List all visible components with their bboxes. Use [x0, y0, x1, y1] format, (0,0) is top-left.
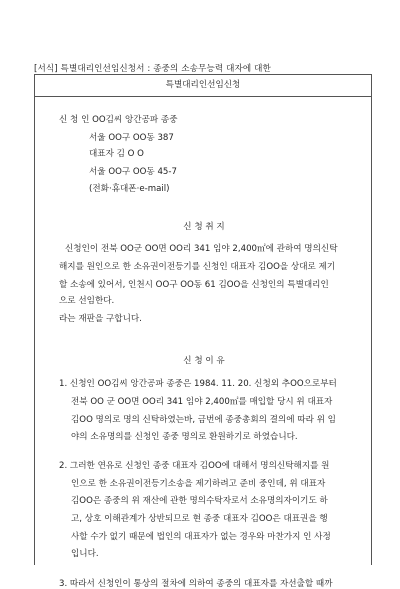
reason-line: 인으로 한 소유권이전등기소송을 제기하려고 준비 중인데, 위 대표자 [71, 479, 326, 489]
purpose-line: 할 소송에 있어서, 인천시 OO구 OO동 61 김OO을 신청인의 특별대리인 [59, 280, 329, 290]
reason-line: 김OO 명의로 명의 신탁하였는바, 금번에 종중총회의 결의에 따라 위 임 [71, 415, 336, 425]
reason-line: 전북 OO 군 OO면 OO리 341 임야 2,400㎡를 매입할 당시 위 대표자 [71, 397, 333, 407]
reason-line: 3. 따라서 신청인이 통상의 절차에 의하여 종중의 대표자를 자선출할 때까 [59, 579, 333, 589]
purpose-line: 신청인이 전북 OO군 OO면 OO리 341 임야 2,400㎡에 관하여 명의신탁 [65, 244, 338, 254]
reason-line: 입니다. [71, 549, 99, 559]
representative-address: 서울 OO구 OO동 45-7 [89, 167, 177, 177]
reason-line: 2. 그러한 연유로 신청인 종중 대표자 김OO에 대해서 명의신탁해지를 원 [59, 461, 330, 471]
purpose-line: 라는 재판을 구합니다. [59, 314, 142, 324]
representative: 대표자 김 O O [89, 149, 144, 159]
reason-line: 1. 신청인 OO김씨 앙간공파 종중은 1984. 11. 20. 신청외 추OO으로부터 [59, 379, 337, 389]
document-title: 특별대리인선임신청 [35, 75, 371, 97]
reasons-heading: 신 청 이 유 [183, 356, 225, 366]
form-header: [서식] 특별대리인선임신청서 : 종중의 소송무능력 대자에 대한 [34, 64, 271, 74]
contact-info: (전화·휴대폰·e-mail) [89, 184, 170, 194]
applicant-line: 신 청 인 OO김씨 앙간공파 종중 [59, 115, 178, 125]
document-box [34, 74, 372, 589]
purpose-heading: 신 청 취 지 [183, 222, 225, 232]
reason-line: 김OO은 종중의 위 재산에 관한 명의수탁자로서 소유명의자이기도 하 [71, 496, 328, 506]
purpose-line: 으로 선임한다. [59, 296, 115, 306]
reason-line: 고, 상호 이해관계가 상반되므로 현 종중 대표자 김OO은 대표권을 행 [71, 514, 328, 524]
applicant-address: 서울 OO구 OO동 387 [89, 133, 174, 143]
reason-line: 사할 수가 없기 때문에 법인의 대표자가 없는 경우와 마찬가지 인 사정 [71, 532, 331, 542]
reason-line: 야의 소유명의를 신청인 종중 명의로 환원하기로 하였습니다. [71, 432, 298, 442]
purpose-line: 해지를 원인으로 한 소유권이전등기를 신청인 대표자 김OO을 상대로 제기 [59, 262, 336, 272]
